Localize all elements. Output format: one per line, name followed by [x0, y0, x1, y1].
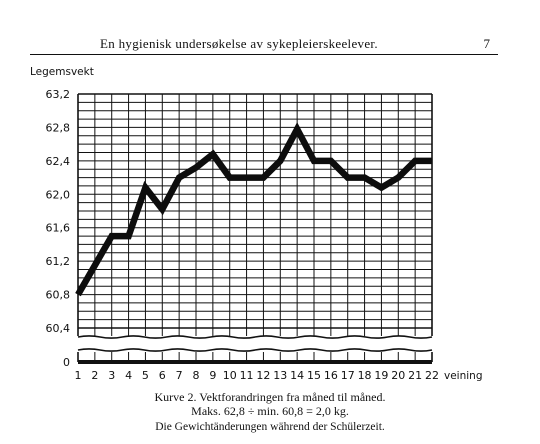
x-tick-label: 14 [290, 369, 305, 382]
y-tick-label: 62,0 [45, 188, 70, 202]
y-tick-label: 62,4 [45, 154, 70, 168]
x-tick-label: 8 [192, 369, 200, 382]
x-tick-label: 13 [273, 369, 288, 382]
x-tick-label: 22 [425, 369, 439, 382]
x-tick-label: 4 [125, 369, 133, 382]
y-tick-label: 62,8 [45, 121, 70, 135]
y-tick-label: 61,6 [45, 221, 70, 235]
x-tick-label: 7 [175, 369, 183, 382]
running-title: En hygienisk undersøkelse av sykepleierskeelever. [100, 36, 378, 51]
x-axis-label: veining [444, 370, 483, 382]
caption-line-3: Die Gewichtänderungen während der Schülerzeit. [155, 421, 385, 433]
y-tick-label: 0 [63, 356, 70, 369]
y-tick-label: 63,2 [45, 88, 70, 101]
x-tick-label: 19 [374, 369, 389, 382]
x-tick-label: 10 [222, 369, 237, 382]
x-tick-label: 18 [357, 369, 372, 382]
x-tick-label: 16 [323, 369, 338, 382]
y-axis-label: Legemsvekt [30, 66, 94, 78]
x-tick-label: 1 [74, 369, 82, 382]
x-tick-label: 15 [307, 369, 321, 382]
y-tick-label: 61,2 [45, 255, 70, 269]
x-tick-label: 21 [408, 369, 423, 382]
x-tick-label: 9 [209, 369, 217, 382]
x-tick-label: 17 [340, 369, 355, 382]
x-tick-label: 12 [256, 369, 271, 382]
x-tick-label: 3 [108, 369, 116, 382]
caption-line-1: Kurve 2. Vektforandringen fra måned til måned. [154, 390, 386, 404]
y-tick-label: 60,8 [45, 288, 70, 302]
y-tick-label: 60,4 [45, 322, 70, 335]
caption-line-2: Maks. 62,8 ÷ min. 60,8 = 2,0 kg. [191, 404, 349, 418]
x-tick-label: 6 [158, 369, 166, 382]
page-number: 7 [483, 36, 490, 51]
x-tick-label: 20 [391, 369, 406, 382]
x-tick-label: 11 [239, 369, 254, 382]
x-tick-label: 5 [141, 369, 149, 382]
x-tick-label: 2 [91, 369, 99, 382]
axis-break [77, 336, 433, 352]
